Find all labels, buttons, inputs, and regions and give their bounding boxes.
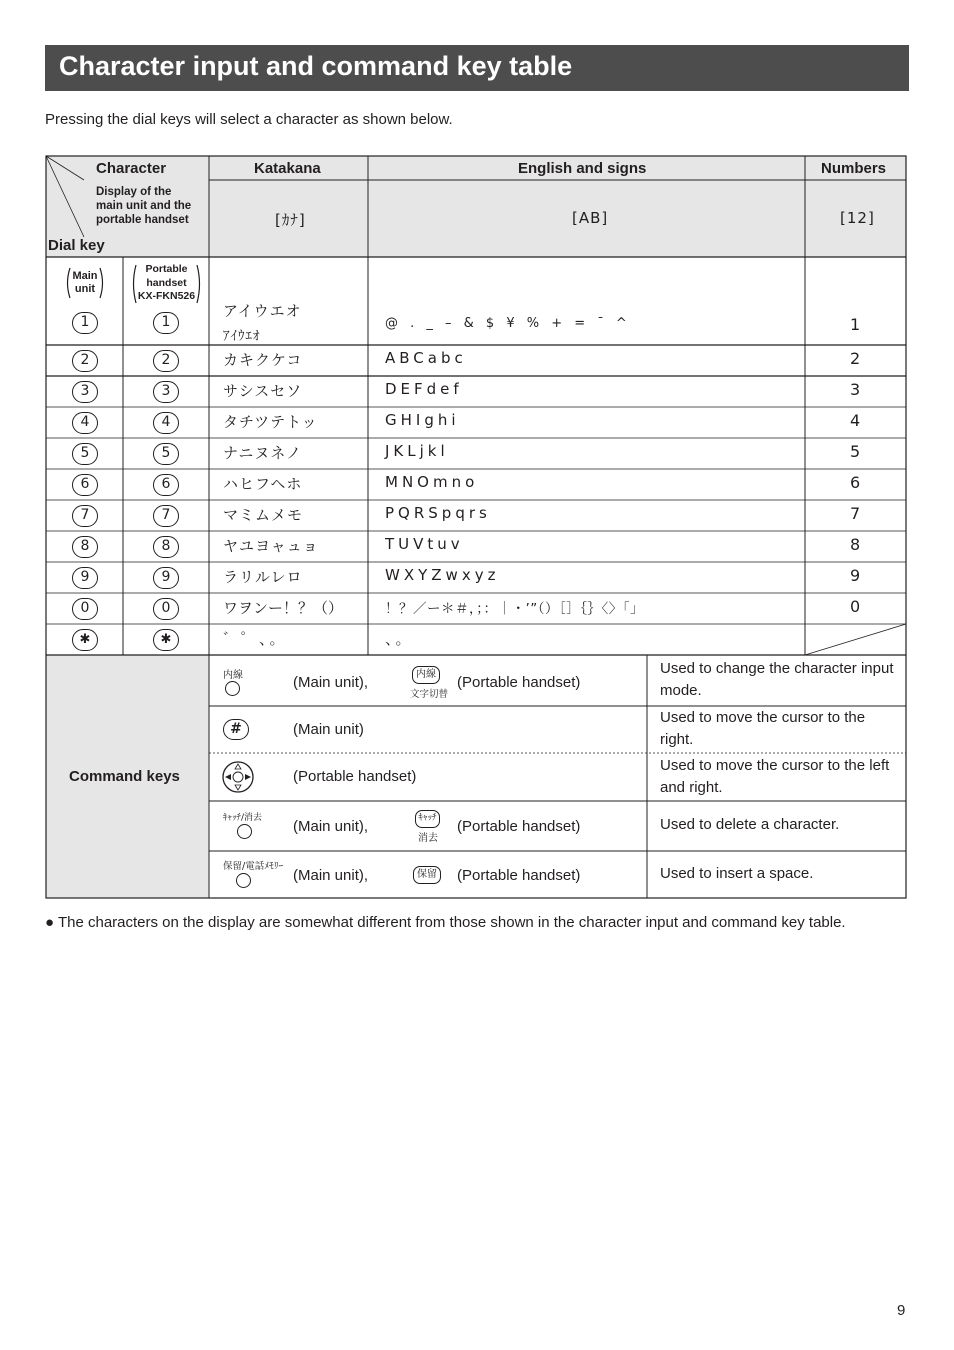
- english-row-3: DEFdef: [385, 380, 463, 398]
- english-row-1: @ . _ – & $ ¥ % + = ˉ ^: [385, 316, 629, 331]
- main-catch-button-icon: [237, 824, 252, 839]
- dial-key-main-7: 7: [72, 505, 98, 527]
- kana-row-6: ハヒフヘホ: [223, 475, 303, 493]
- english-row-2: ABCabc: [385, 349, 467, 367]
- dial-key-hs-3: 3: [153, 381, 179, 403]
- mode-katakana: [ｶﾅ]: [275, 211, 306, 229]
- english-row-star: 、。: [385, 630, 414, 648]
- command-keys-label: Command keys: [69, 768, 180, 785]
- header-display-note: Display of the main unit and the portable handset: [96, 186, 192, 226]
- dial-key-main-8: 8: [72, 536, 98, 558]
- dial-key-main-9: 9: [72, 567, 98, 589]
- number-row-3: 3: [850, 380, 861, 399]
- kana-row-5: ナニヌネノ: [223, 444, 302, 462]
- hs-catch-sub-label: 消去: [418, 833, 438, 844]
- number-row-6: 6: [850, 473, 861, 492]
- mode-numbers: [12]: [840, 209, 875, 227]
- label-main-unit: Main unit: [72, 270, 98, 295]
- english-row-8: TUVtuv: [385, 535, 464, 553]
- kana-row-0: ワヲンー！？（）: [223, 599, 344, 617]
- dial-key-hs-6: 6: [153, 474, 179, 496]
- dial-key-main-2: 2: [72, 350, 98, 372]
- dial-key-hs-7: 7: [153, 505, 179, 527]
- hs-catch-key-icon: ｷｬｯﾁ: [415, 810, 440, 828]
- main-hold-key-label: 保留/電話ﾒﾓﾘｰ: [223, 861, 284, 872]
- cmd3-hs-text: (Portable handset): [293, 768, 417, 785]
- english-row-9: WXYZwxyz: [385, 566, 500, 584]
- main-intercom-key-label: 内線: [223, 670, 243, 681]
- cmd1-hs-text: (Portable handset): [457, 674, 581, 691]
- dial-key-main-4: 4: [72, 412, 98, 434]
- kana-row-7: マミムメモ: [223, 506, 304, 524]
- page-title: Character input and command key table: [59, 51, 573, 81]
- header-dial-key: Dial key: [48, 237, 105, 254]
- dial-key-hs-8: 8: [153, 536, 179, 558]
- cmd4-description: Used to delete a character.: [660, 816, 840, 833]
- cmd5-description: Used to insert a space.: [660, 865, 814, 882]
- dial-key-hs-star: ✱: [153, 629, 179, 651]
- dial-key-main-0: 0: [72, 598, 98, 620]
- number-row-9: 9: [850, 566, 861, 585]
- main-catch-key-label: ｷｬｯﾁ/消去: [223, 813, 263, 823]
- number-row-4: 4: [850, 411, 861, 430]
- dial-key-main-star: ✱: [72, 629, 98, 651]
- kana-row-3: サシスセソ: [223, 382, 303, 400]
- main-hold-button-icon: [236, 873, 251, 888]
- dial-key-main-1: 1: [72, 312, 98, 334]
- label-portable-handset: Portable handset KX-FKN526: [137, 263, 196, 302]
- cmd2-main-text: (Main unit): [293, 721, 364, 738]
- cmd5-main-text: (Main unit),: [293, 867, 369, 884]
- kana-half-row-1: ｱｲｳｴｵ: [223, 329, 261, 344]
- kana-row-8: ヤユヨャュョ: [223, 537, 319, 555]
- hash-key-icon: #: [223, 719, 249, 740]
- dial-key-hs-9: 9: [153, 567, 179, 589]
- number-row-0: 0: [850, 597, 861, 616]
- dial-key-hs-2: 2: [153, 350, 179, 372]
- cmd3-description: Used to move the cursor to the left and right.: [660, 757, 890, 796]
- header-english: English and signs: [518, 160, 647, 177]
- cmd4-main-text: (Main unit),: [293, 818, 369, 835]
- cmd1-description: Used to change the character input mode.: [660, 660, 894, 699]
- kana-row-4: タチツテトッ: [223, 413, 318, 431]
- cmd5-hs-text: (Portable handset): [457, 867, 581, 884]
- dial-key-hs-0: 0: [153, 598, 179, 620]
- kana-row-9: ラリルレロ: [223, 568, 303, 586]
- dial-key-hs-4: 4: [153, 412, 179, 434]
- number-row-2: 2: [850, 349, 861, 368]
- hs-intercom-key-icon: 内線: [412, 666, 440, 684]
- dial-key-hs-5: 5: [153, 443, 179, 465]
- english-row-6: MNOmno: [385, 473, 479, 491]
- number-row-5: 5: [850, 442, 861, 461]
- header-katakana: Katakana: [254, 160, 321, 177]
- cmd1-main-text: (Main unit),: [293, 674, 369, 691]
- english-row-7: PQRSpqrs: [385, 504, 491, 522]
- english-row-4: GHIghi: [385, 411, 460, 429]
- header-character: Character: [96, 160, 167, 177]
- dial-key-main-5: 5: [72, 443, 98, 465]
- number-row-1: 1: [850, 315, 861, 334]
- hs-hold-key-icon: 保留: [413, 866, 441, 884]
- english-row-5: JKLjkl: [385, 442, 449, 460]
- mode-english: [AB]: [572, 209, 609, 227]
- number-row-8: 8: [850, 535, 861, 554]
- dial-key-main-6: 6: [72, 474, 98, 496]
- number-row-7: 7: [850, 504, 861, 523]
- kana-row-1: アイウエオ: [223, 302, 302, 320]
- hs-intercom-sub-label: 文字切替: [410, 689, 449, 700]
- page-number: 9: [897, 1302, 906, 1319]
- intro-text: Pressing the dial keys will select a character as shown below.: [45, 111, 453, 128]
- dial-key-main-3: 3: [72, 381, 98, 403]
- cmd4-hs-text: (Portable handset): [457, 818, 581, 835]
- english-row-0: ！？／ー＊＃，；：｜・’”（）［］｛｝〈〉「」: [385, 601, 645, 617]
- header-numbers: Numbers: [821, 160, 887, 177]
- kana-row-2: カキクケコ: [223, 351, 303, 369]
- footnote: ● The characters on the display are somewhat different from those shown in the character input and command key table.: [45, 914, 846, 931]
- cmd2-description: Used to move the cursor to the right.: [660, 709, 866, 748]
- kana-row-star: ゛゜、。: [223, 630, 288, 648]
- dial-key-hs-1: 1: [153, 312, 179, 334]
